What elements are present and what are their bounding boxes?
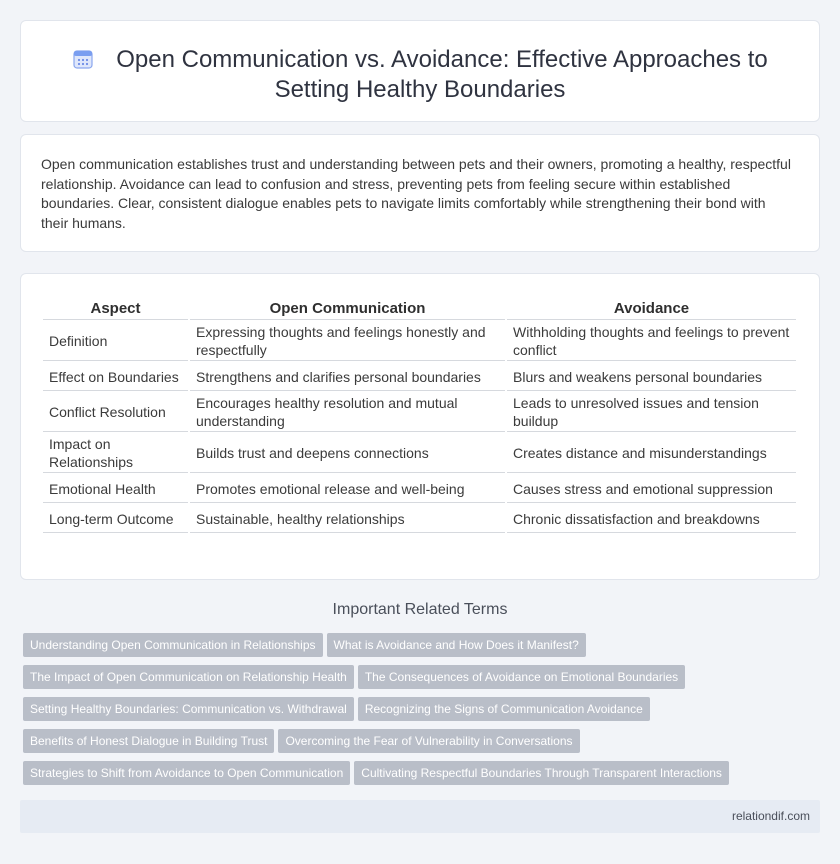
table-cell: Causes stress and emotional suppression [507, 475, 796, 503]
table-cell: Expressing thoughts and feelings honestly and respectfully [190, 322, 505, 361]
footer [20, 800, 820, 833]
table-header-row [43, 298, 796, 320]
table-row [43, 393, 796, 432]
table-row [43, 505, 796, 533]
comparison-card [20, 273, 820, 580]
table-cell: Withholding thoughts and feelings to prevent conflict [507, 322, 796, 361]
related-term-tag[interactable]: Understanding Open Communication in Relationships [23, 633, 323, 657]
table-cell: Blurs and weakens personal boundaries [507, 363, 796, 391]
related-term-tag[interactable]: The Impact of Open Communication on Relationship Health [23, 665, 354, 689]
table-cell: Emotional Health [43, 475, 188, 503]
header-aspect: Aspect [43, 298, 188, 320]
table-cell: Builds trust and deepens connections [190, 434, 505, 473]
header-avoidance: Avoidance [507, 298, 796, 320]
intro-card [20, 134, 820, 252]
related-term-tag[interactable]: Setting Healthy Boundaries: Communication vs. Withdrawal [23, 697, 354, 721]
table-cell: Definition [43, 322, 188, 361]
table-cell: Sustainable, healthy relationships [190, 505, 505, 533]
page-title: Open Communication vs. Avoidance: Effective Approaches to Setting Healthy Boundaries [116, 46, 768, 103]
intro-paragraph: Open communication establishes trust and understanding between pets and their owners, promoting a healthy, respectful relationship. Avoidance can lead to confusion and stress, preventing pets from feeling secure within established boundaries. Clear, consistent dialogue enables pets to navigate limits comfortably while strengthening their bond with their humans. [41, 156, 791, 231]
table-row [43, 363, 796, 391]
table-cell: Leads to unresolved issues and tension buildup [507, 393, 796, 432]
table-row [43, 475, 796, 503]
related-term-tag[interactable]: Benefits of Honest Dialogue in Building Trust [23, 729, 274, 753]
page-title-wrap [21, 45, 819, 105]
related-term-tag[interactable]: Overcoming the Fear of Vulnerability in Conversations [278, 729, 579, 753]
comparison-table [41, 296, 798, 535]
table-cell: Conflict Resolution [43, 393, 188, 432]
header-card [20, 20, 820, 122]
header-open-communication: Open Communication [190, 298, 505, 320]
related-terms-list [23, 633, 803, 793]
calendar-icon [72, 48, 94, 70]
table-cell: Chronic dissatisfaction and breakdowns [507, 505, 796, 533]
table-cell: Long-term Outcome [43, 505, 188, 533]
footer-site-link[interactable]: relationdif.com [731, 809, 810, 823]
table-cell: Encourages healthy resolution and mutual understanding [190, 393, 505, 432]
table-cell: Impact on Relationships [43, 434, 188, 473]
related-term-tag[interactable]: The Consequences of Avoidance on Emotional Boundaries [358, 665, 685, 689]
related-term-tag[interactable]: Cultivating Respectful Boundaries Through Transparent Interactions [354, 761, 729, 785]
table-cell: Promotes emotional release and well-being [190, 475, 505, 503]
table-row [43, 322, 796, 361]
table-cell: Effect on Boundaries [43, 363, 188, 391]
table-cell: Strengthens and clarifies personal boundaries [190, 363, 505, 391]
related-term-tag[interactable]: Strategies to Shift from Avoidance to Open Communication [23, 761, 350, 785]
related-term-tag[interactable]: What is Avoidance and How Does it Manifest? [327, 633, 586, 657]
related-terms-title: Important Related Terms [332, 601, 508, 618]
table-row [43, 434, 796, 473]
related-term-tag[interactable]: Recognizing the Signs of Communication Avoidance [358, 697, 650, 721]
table-cell: Creates distance and misunderstandings [507, 434, 796, 473]
